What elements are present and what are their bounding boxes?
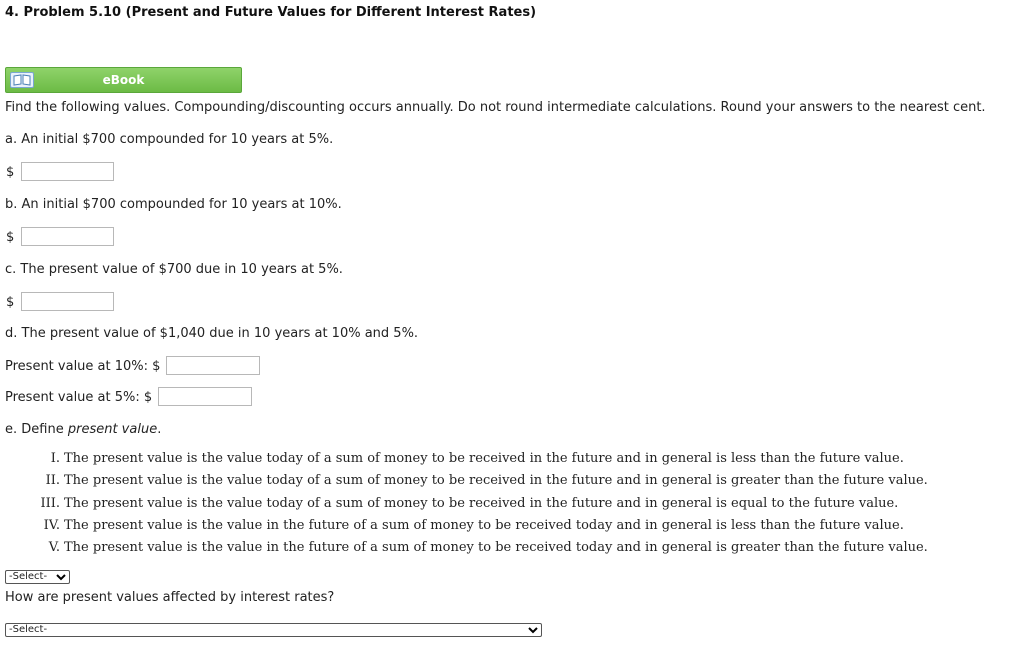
option-number: I. (50, 451, 60, 466)
instructions: Find the following values. Compounding/discounting occurs annually. Do not round intermediate calculations. Round your answers to the nearest cent. (5, 100, 986, 115)
interest-effect-select-value: -Select- (9, 624, 48, 635)
pv10-input[interactable] (166, 356, 260, 375)
answer-c-input[interactable] (21, 292, 114, 311)
definition-select-value: -Select- (9, 571, 48, 582)
problem-title: 4. Problem 5.10 (Present and Future Values for Different Interest Rates) (5, 5, 537, 20)
option-item (8, 540, 928, 555)
option-item (8, 518, 904, 533)
question-e-prefix: e. Define (5, 422, 68, 437)
option-number: II. (45, 473, 60, 488)
option-item (8, 496, 898, 511)
option-text: The present value is the value today of a sum of money to be received in the future and in general is greater than the future value. (64, 473, 928, 488)
question-b-text: b. An initial $700 compounded for 10 years at 10%. (5, 197, 342, 212)
option-item (8, 451, 904, 466)
chevron-down-icon (528, 625, 538, 638)
pv10-label: Present value at 10%: $ (5, 359, 161, 374)
question-a-text: a. An initial $700 compounded for 10 years at 5%. (5, 132, 334, 147)
option-text: The present value is the value in the future of a sum of money to be received today and in general is greater than the future value. (64, 540, 928, 555)
option-text: The present value is the value today of a sum of money to be received in the future and in general is less than the future value. (64, 451, 904, 466)
interest-effect-select[interactable] (5, 623, 542, 637)
question-e-text (5, 422, 161, 437)
chevron-down-icon (56, 572, 66, 585)
question-f-text: How are present values affected by interest rates? (5, 590, 335, 605)
dollar-sign-c: $ (6, 295, 15, 310)
question-e-emphasis: present value (67, 422, 158, 437)
option-item (8, 473, 928, 488)
pv5-input[interactable] (158, 387, 252, 406)
dollar-sign-a: $ (6, 165, 15, 180)
answer-b-input[interactable] (21, 227, 114, 246)
pv5-label: Present value at 5%: $ (5, 390, 153, 405)
option-number: III. (40, 496, 60, 511)
dollar-sign-b: $ (6, 230, 15, 245)
answer-a-input[interactable] (21, 162, 114, 181)
ebook-label: eBook (102, 73, 145, 87)
ebook-button[interactable] (5, 67, 242, 93)
question-e-suffix: . (157, 422, 162, 437)
question-d-text: d. The present value of $1,040 due in 10 years at 10% and 5%. (5, 326, 419, 341)
question-c-text: c. The present value of $700 due in 10 years at 5%. (5, 262, 343, 277)
option-number: IV. (43, 518, 60, 533)
option-text: The present value is the value in the future of a sum of money to be received today and in general is less than the future value. (64, 518, 904, 533)
option-text: The present value is the value today of a sum of money to be received in the future and in general is equal to the future value. (64, 496, 899, 511)
definition-select[interactable] (5, 570, 70, 584)
option-number: V. (48, 540, 60, 555)
